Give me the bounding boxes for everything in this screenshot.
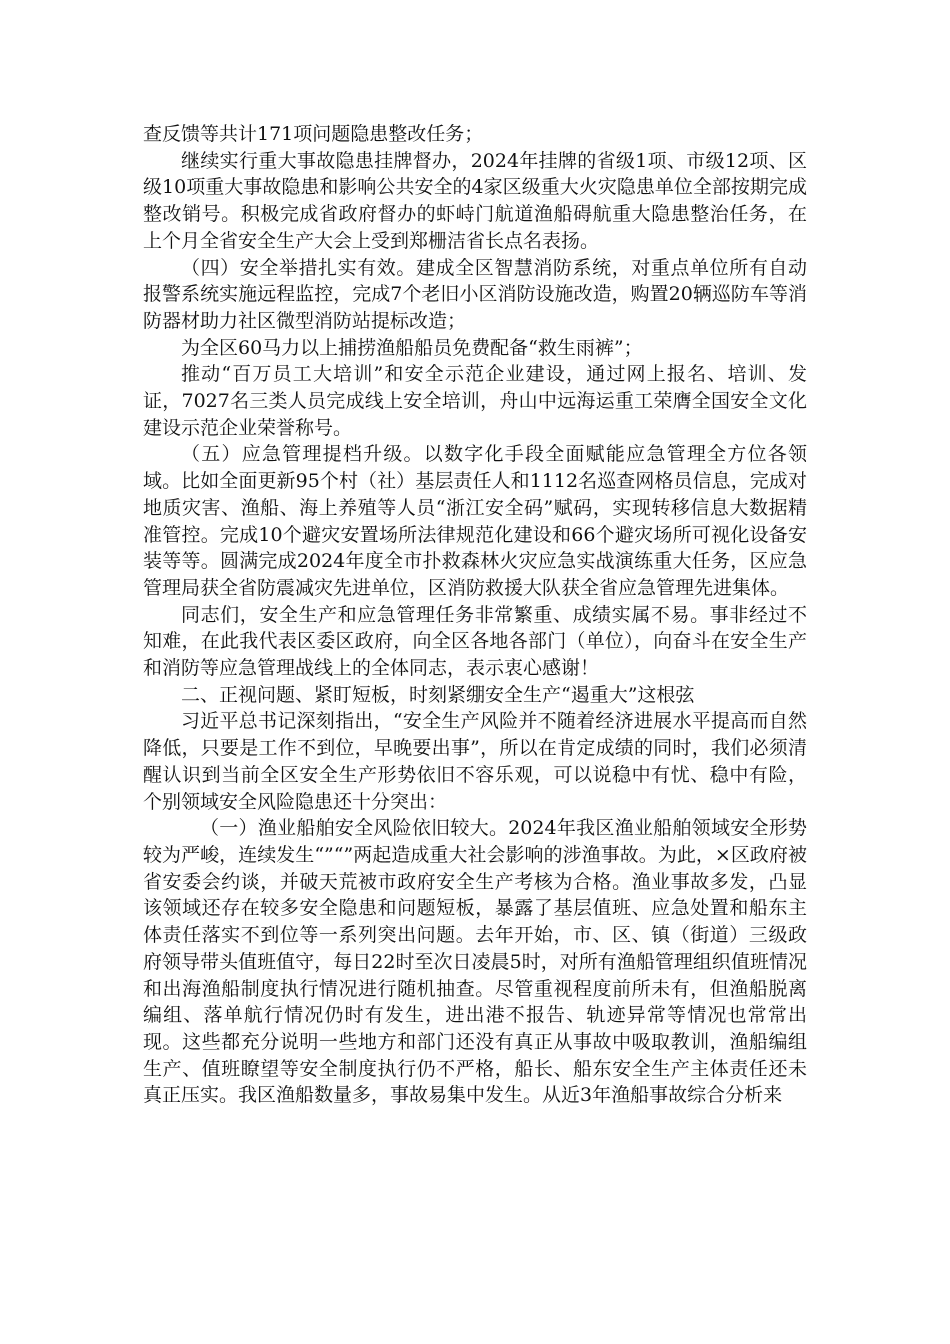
paragraph-safety-measures: （四）安全举措扎实有效。建成全区智慧消防系统，对重点单位所有自动报警系统实施远程监控，完成7个老旧小区消防设施改造，购置20辆巡防车等消防器材助力社区微型消防站提标改造；: [143, 256, 807, 332]
document-page: [143, 121, 807, 1109]
paragraph-thanks: 同志们，安全生产和应急管理任务非常繁重、成绩实属不易。事非经过不知难，在此我代表区委区政府，向全区各地各部门（单位），向奋斗在安全生产和消防等应急管理战线上的全体同志，表示衷心感谢！: [143, 603, 807, 680]
paragraph-training: 推动“百万员工大培训”和安全示范企业建设，通过网上报名、培训、发证，7027名三类人员完成线上安全培训，舟山中远海运重工荣膺全国安全文化建设示范企业荣誉称号。: [143, 363, 807, 439]
paragraph-xi-quote: 习近平总书记深刻指出，“安全生产风险并不随着经济进展水平提高而自然降低，只要是工作不到位，早晚要出事”，所以在肯定成绩的同时，我们必须清醒认识到当前全区安全生产形势依旧不容乐观，可以说稳中有忧、稳中有险，个别领域安全风险隐患还十分突出：: [143, 710, 807, 813]
paragraph-fishing-risk: （一）渔业船舶安全风险依旧较大。2024年我区渔业船舶领域安全形势较为严峻，连续发生“”“”两起造成重大社会影响的涉渔事故。为此，×区政府被省安委会约谈，并破天荒被市政府安全生产考核为合格。渔业事故多发，凸显该领域还存在较多安全隐患和问题短板，暴露了基层值班、应急处置和船东主体责任落实不到位等一系列突出问题。去年开始，市、区、镇（街道）三级政府领导带头值班值守，每日22时至次日凌晨5时，对所有渔船管理组织值班情况和出海渔船制度执行情况进行随机抽查。尽管重视程度前所未有，但渔船脱离编组、落单航行情况仍时有发生，进出港不报告、轨迹异常等情况也常常出现。这些都充分说明一些地方和部门还没有真正从事故中吸取教训，渔船编组生产、值班瞭望等安全制度执行仍不严格，船长、船东安全生产主体责任还未真正压实。我区渔船数量多，事故易集中发生。从近3年渔船事故综合分析来: [143, 817, 807, 1107]
paragraph-hazard-supervision: 继续实行重大事故隐患挂牌督办，2024年挂牌的省级1项、市级12项、区级10项重大事故隐患和影响公共安全的4家区级重大火灾隐患单位全部按期完成整改销号。积极完成省政府督办的虾峙门航道渔船碍航重大隐患整治任务，在上个月全省安全生产大会上受到郑栅洁省长点名表扬。: [143, 149, 807, 252]
paragraph-rain-pants: 为全区60马力以上捕捞渔船船员免费配备“救生雨裤”；: [181, 336, 643, 359]
paragraph-emergency-management: （五）应急管理提档升级。以数字化手段全面赋能应急管理全方位各领域。比如全面更新95个村（社）基层责任人和1112名巡查网格员信息，完成对地质灾害、渔船、海上养殖等人员“浙江安全码”赋码，实现转移信息大数据精准管控。完成10个避灾安置场所法律规范化建设和66个避灾场所可视化设备安装等等。圆满完成2024年度全市扑救森林火灾应急实战演练重大任务，区应急管理局获全省防震减灾先进单位，区消防救援大队获全省应急管理先进集体。: [143, 443, 807, 599]
section-heading-two: 二、正视问题、紧盯短板，时刻紧绷安全生产“遏重大”这根弦: [181, 683, 695, 706]
paragraph-continuation: 查反馈等共计171项问题隐患整改任务；: [143, 123, 484, 145]
